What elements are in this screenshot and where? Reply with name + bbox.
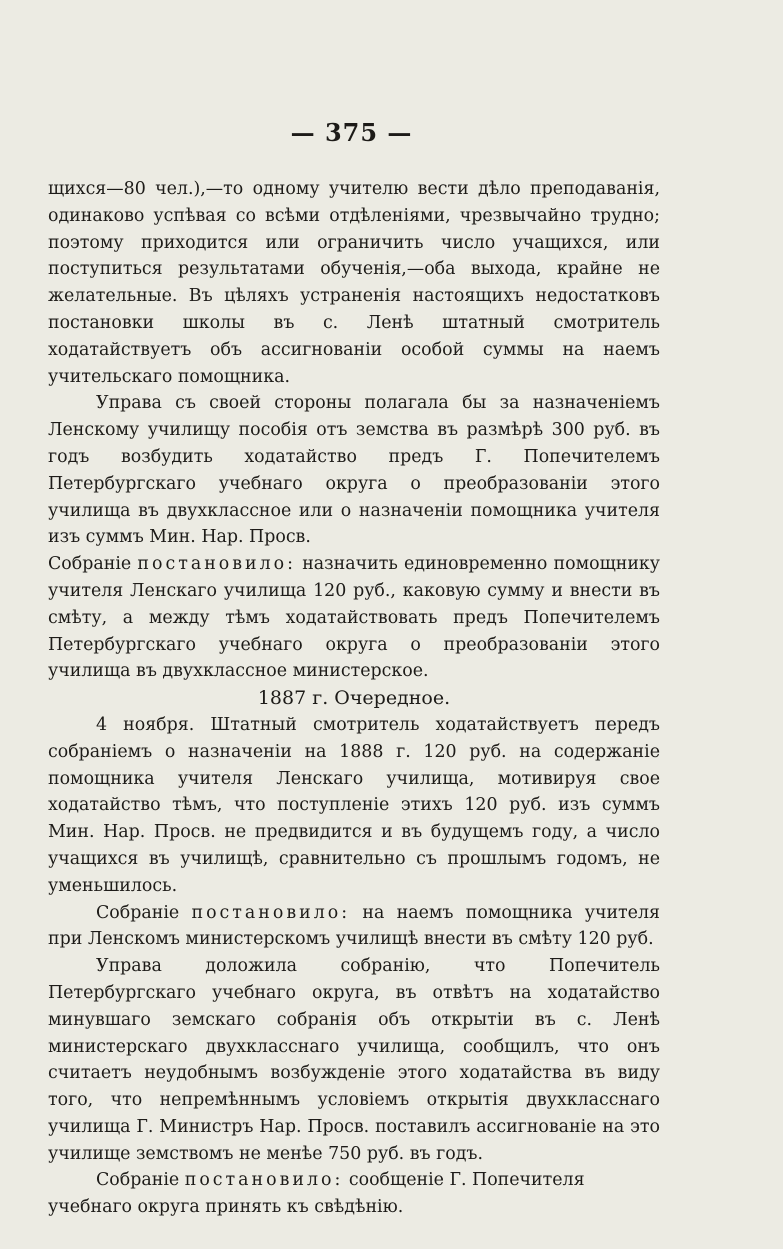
paragraph-2: Управа съ своей стороны полагала бы за назначеніемъ Ленскому училищу пособія отъ земства въ размѣрѣ 300 руб. въ годъ возбудить ходатайство предъ Г. Попечителемъ Петербургскаго учебнаго округа о преобразованіи этого училища въ двухклассное или о назначеніи помощника учителя изъ суммъ Мин. Нар. Просв. <box>48 393 660 548</box>
paragraph-3 <box>48 551 660 685</box>
resolution-spaced: постановило: <box>137 554 297 575</box>
paragraph-1: щихся—80 чел.),—то одному учителю вести дѣло преподаванія, одинаково успѣвая со всѣми отдѣленіями, чрезвычайно трудно; поэтому приходится или ограничить число учащихся, или поступиться результатами обученія,—оба выхода, крайне не желательные. Въ цѣляхъ устраненія настоящихъ недостатковъ постановки школы въ с. Ленѣ штатный смотритель ходатайствуетъ объ ассигнованіи особой суммы на наемъ учительскаго помощника. <box>48 179 660 387</box>
paragraph-7 <box>48 1167 660 1221</box>
paragraph-4: 4 ноября. Штатный смотритель ходатайствуетъ передъ собраніемъ о назначеніи на 1888 г. 120 руб. на содержаніе помощника учителя Ленскаго училища, мотивируя свое ходатайство тѣмъ, что поступленіе этихъ 120 руб. изъ суммъ Мин. Нар. Просв. не предвидится и въ будущемъ году, а число учащихся въ училищѣ, сравнительно съ прошлымъ годомъ, не уменьшилось. <box>48 714 660 896</box>
page-number: — 375 — <box>290 118 413 147</box>
resolution-text: назначить единовременно помощнику учителя Ленскаго училища 120 руб., каковую сумму и внести въ смѣту, а между тѣмъ ходатайствовать предъ Попечителемъ Петербургскаго учебнаго округа о преобразованіи этого училища въ двухклассное министерское. <box>48 554 661 682</box>
resolution-text: сообщеніе Г. Попечителя учебнаго округа принять къ свѣдѣнію. <box>48 1170 585 1218</box>
paragraph-6: Управа доложила собранію, что Попечитель Петербургскаго учебнаго округа, въ отвѣтъ на ходатайство минувшаго земскаго собранія объ открытіи въ с. Ленѣ министерскаго двухкласснаго училища, сообщилъ, что онъ считаетъ неудобнымъ возбужденіе этого ходатайства въ виду того, что непремѣннымъ условіемъ открытія двухкласснаго училища Г. Министръ Нар. Просв. поставилъ ассигнованіе на это училище земствомъ не менѣе 750 руб. въ годъ. <box>48 956 660 1164</box>
resolution-text: на наемъ помощника учителя при Ленскомъ министерскомъ училищѣ внести въ смѣту 120 руб. <box>48 902 660 950</box>
session-heading: 1887 г. Очередное. <box>257 687 451 710</box>
paragraph-5 <box>48 900 660 954</box>
resolution-lead: Собраніе <box>96 902 180 923</box>
resolution-spaced: постановило: <box>184 1170 344 1191</box>
body-text <box>48 176 660 1221</box>
resolution-spaced: постановило: <box>191 902 351 923</box>
resolution-lead: Собраніе <box>48 554 132 575</box>
resolution-lead: Собраніе <box>96 1170 180 1191</box>
